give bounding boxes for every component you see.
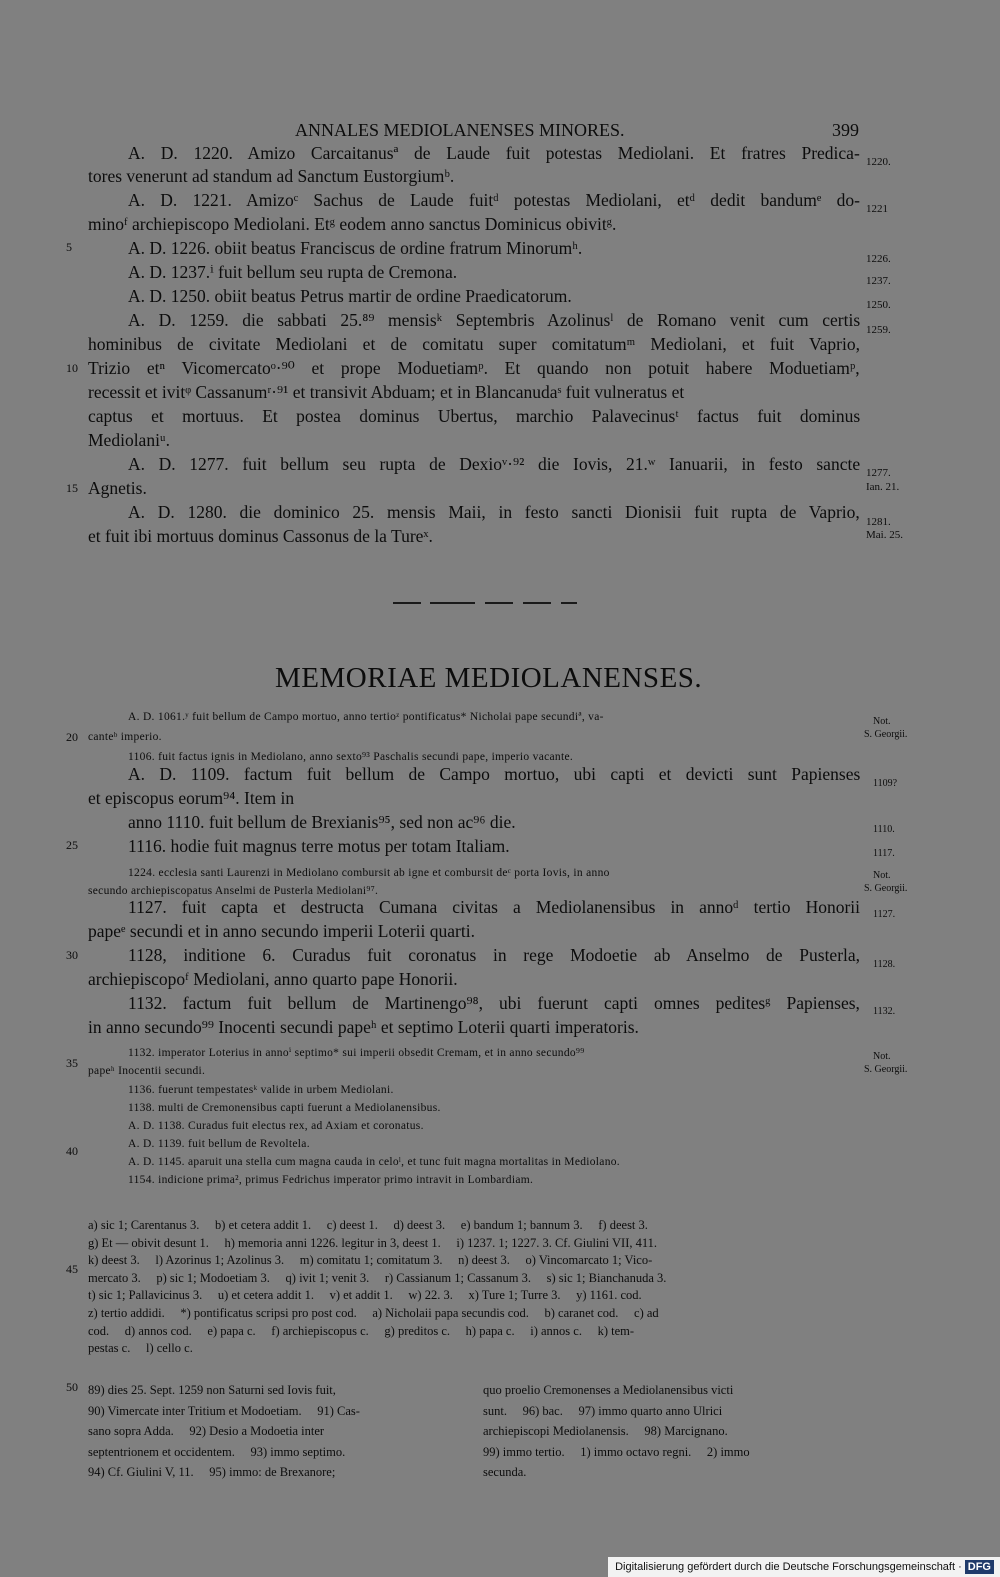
text-line: A. D. 1145. aparuit una stella cum magna cauda in celoˡ, et tunc fuit magna mortalitas in Mediolano. [128,1156,620,1168]
margin-note: Not. [873,1051,891,1062]
line-number: 35 [66,1056,78,1070]
line-number: 30 [66,948,78,962]
note-line: sano sopra Adda. 92) Desio a Modoetia inter [88,1424,325,1438]
running-head-title: ANNALES MEDIOLANENSES MINORES. [295,120,625,140]
line-number: 45 [66,1262,78,1276]
page-number: 399 [832,120,859,140]
text-line: A. D. 1220. Amizo Carcaitanusª de Laude fuit potestas Mediolani. Et fratres Predica- [128,143,860,163]
margin-year: 1226. [866,253,891,265]
apparatus-line: t) sic 1; Pallavicinus 3. u) et cetera addit 1. v) et addit 1. w) 22. 3. x) Ture 1; Turre 3. y) 1161. cod. [88,1288,642,1303]
section-divider [430,602,475,604]
note-line: 89) dies 25. Sept. 1259 non Saturni sed Iovis fuit, [88,1383,336,1397]
margin-year: 1221 [866,203,888,215]
text-line: 1116. hodie fuit magnus terre motus per totam Italiam. [128,836,510,856]
apparatus-line: z) tertio addidi. *) pontificatus scripsi pro post cod. a) Nicholaii papa secundis cod. b) caranet cod. c) ad [88,1306,659,1320]
text-line: 1154. indicione prima², primus Fedrichus imperator primo intravit in Lombardiam. [128,1174,534,1186]
banner-text: Digitalisierung gefördert durch die Deutsche Forschungsgemeinschaft · [615,1561,962,1573]
text-line: in anno secundo⁹⁹ Inocenti secundi papeʰ et septimo Loterii quarti imperatoris. [88,1017,639,1037]
apparatus-line: g) Et — obivit desunt 1. h) memoria anni 1226. legitur in 3, deest 1. i) 1237. 1; 1227. 3. Cf. Giulini VII, 411. [88,1235,658,1250]
note-line: 94) Cf. Giulini V, 11. 95) immo: de Brexanore; [88,1465,336,1479]
text-line: A. D. 1109. factum fuit bellum de Campo mortuo, ubi capti et devicti sunt Papienses [128,764,861,784]
margin-note: 1128. [873,959,896,970]
margin-year: Mai. 25. [866,529,903,541]
line-number: 25 [66,838,78,852]
margin-year: 1237. [866,275,891,287]
note-line: archiepiscopi Mediolanensis. 98) Marcignano. [483,1424,728,1438]
text-line: hominibus de civitate Mediolani et de comitatu super comitatumᵐ Mediolani, et fuit Vaprio, [88,334,860,354]
text-line: A. D. 1250. obiit beatus Petrus martir de ordine Praedicatorum. [128,286,572,306]
text-line: A. D. 1226. obiit beatus Franciscus de ordine fratrum Minorumʰ. [128,238,583,258]
text-line: et fuit ibi mortuus dominus Cassonus de la Tureˣ. [88,526,433,546]
note-line: secunda. [483,1465,527,1479]
text-line: papeʰ Inocentii secundi. [88,1065,206,1077]
text-line: anno 1110. fuit bellum de Brexianis⁹⁵, sed non ac⁹⁶ die. [128,812,516,832]
margin-year: 1250. [866,299,891,311]
margin-year: 1277. [866,467,891,479]
text-line: Trizio etⁿ Vicomercatoᵒ·⁹⁰ et prope Moduetiamᵖ. Et quando non potuit habere Moduetiamᵖ, [88,358,860,378]
margin-year: Ian. 21. [866,481,900,493]
section-divider [523,602,551,604]
text-line: A. D. 1277. fuit bellum seu rupta de Dexioᵛ·⁹² die Iovis, 21.ʷ Ianuarii, in festo sancte [128,454,861,474]
text-line: A. D. 1221. Amizoᶜ Sachus de Laude fuitᵈ potestas Mediolani, etᵈ dedit bandumᵉ do- [128,190,860,210]
margin-note: S. Georgii. [864,883,908,894]
text-line: secundo archiepiscopatus Anselmi de Pusterla Mediolani⁹⁷. [88,885,379,897]
text-line: Agnetis. [88,478,147,498]
margin-year: 1259. [866,324,891,336]
margin-note: 1110. [873,824,895,835]
text-line: A. D. 1280. die dominico 25. mensis Maii, in festo sancti Dionisii fuit rupta de Vaprio, [128,502,860,522]
text-line: canteᵇ imperio. [88,731,162,743]
text-line: captus et mortuus. Et postea dominus Ubertus, marchio Palavecinusᵗ factus fuit dominus [88,406,861,426]
note-line: 90) Vimercate inter Tritium et Modoetiam. 91) Cas- [88,1403,360,1418]
line-number: 10 [66,361,78,375]
apparatus-line: pestas c. l) cello c. [88,1341,193,1356]
line-number: 40 [66,1144,78,1158]
text-line: archiepiscopoᶠ Mediolani, anno quarto pape Honorii. [88,969,458,989]
line-number: 5 [66,240,72,254]
text-line: 1128, inditione 6. Curadus fuit coronatus in rege Modoetie ab Anselmo de Pusterla, [128,945,861,965]
line-number: 15 [66,481,78,495]
text-line: tores venerunt ad standum ad Sanctum Eustorgiumᵇ. [88,166,455,186]
text-line: minoᶠ archiepiscopo Mediolani. Etᵍ eodem anno sanctus Dominicus obivitᵍ. [88,214,617,234]
text-line: A. D. 1138. Curadus fuit electus rex, ad Axiam et coronatus. [128,1120,424,1132]
note-line: quo proelio Cremonenses a Mediolanensibus victi [483,1383,734,1397]
margin-year: 1220. [866,156,891,168]
text-line: et episcopus eorum⁹⁴. Item in [88,788,295,808]
margin-note: 1127. [873,909,896,920]
apparatus-line: k) deest 3. l) Azorinus 1; Azolinus 3. m) comitatu 1; comitatum 3. n) deest 3. o) Vincomarcato 1; Vico- [88,1253,653,1268]
note-line: sunt. 96) bac. 97) immo quarto anno Ulrici [483,1403,723,1418]
text-line: 1136. fuerunt tempestatesᵏ valide in urbem Mediolani. [128,1084,394,1096]
text-line: 1224. ecclesia santi Laurenzi in Mediolano combursit ab igne et combursit deᶜ porta Iovis, in anno [128,867,610,879]
text-line: Mediolaniᵘ. [88,430,171,450]
line-number: 20 [66,730,78,744]
text-line: papeᵉ secundi et in anno secundo imperii Loterii quarti. [88,921,475,941]
apparatus-line: cod. d) annos cod. e) papa c. f) archiepiscopus c. g) preditos c. h) papa c. i) annos c. k) tem- [88,1323,635,1338]
text-line: recessit et ivitᵠ Cassanumʳ·⁹¹ et transivit Abduam; et in Blancanudaˢ fuit vulneratus et [88,382,685,402]
margin-note: 1109? [873,778,898,789]
margin-note: S. Georgii. [864,1064,908,1075]
section-title: MEMORIAE MEDIOLANENSES. [275,662,703,694]
section-divider [485,602,513,604]
section-divider [561,602,577,604]
margin-note: Not. [873,716,891,727]
text-line: 1127. fuit capta et destructa Cumana civitas a Mediolanensibus in annoᵈ tertio Honorii [128,897,861,917]
note-line: 99) immo tertio. 1) immo octavo regni. 2) immo [483,1444,750,1459]
margin-note: 1132. [873,1006,896,1017]
note-line: septentrionem et occidentem. 93) immo septimo. [88,1444,346,1459]
text-line: A. D. 1139. fuit bellum de Revoltela. [128,1138,310,1150]
margin-note: S. Georgii. [864,729,908,740]
dfg-logo: DFG [965,1560,994,1574]
line-number: 50 [66,1380,78,1394]
text-line: 1106. fuit factus ignis in Mediolano, anno sexto⁹³ Paschalis secundi pape, imperio vacante. [128,751,574,763]
margin-note: Not. [873,870,891,881]
text-line: A. D. 1259. die sabbati 25.⁸⁹ mensisᵏ Septembris Azolinusˡ de Romano venit cum certis [128,310,861,330]
dfg-banner[interactable] [608,1557,1000,1577]
apparatus-line: mercato 3. p) sic 1; Modoetiam 3. q) ivit 1; venit 3. r) Cassianum 1; Cassanum 3. s) sic 1; Bianchanuda 3. [88,1270,667,1285]
text-line: 1132. imperator Loterius in annoⁱ septimo* sui imperii obsedit Cremam, et in anno secundo⁹⁹ [128,1047,585,1059]
text-line: A. D. 1061.ʸ fuit bellum de Campo mortuo, anno tertioᶻ pontificatus* Nicholai pape secundiª, va- [128,711,604,723]
text-line: A. D. 1237.ⁱ fuit bellum seu rupta de Cremona. [128,262,458,282]
text-line: 1138. multi de Cremonensibus capti fuerunt a Mediolanensibus. [128,1102,441,1114]
margin-year: 1281. [866,516,891,528]
section-divider [393,602,421,604]
margin-note: 1117. [873,848,895,859]
apparatus-line: a) sic 1; Carentanus 3. b) et cetera addit 1. c) deest 1. d) deest 3. e) bandum 1; bannum 3. f) deest 3. [88,1218,648,1232]
text-line: 1132. factum fuit bellum de Martinengo⁹⁸, ubi fuerunt capti omnes peditesᵍ Papienses, [128,993,860,1013]
